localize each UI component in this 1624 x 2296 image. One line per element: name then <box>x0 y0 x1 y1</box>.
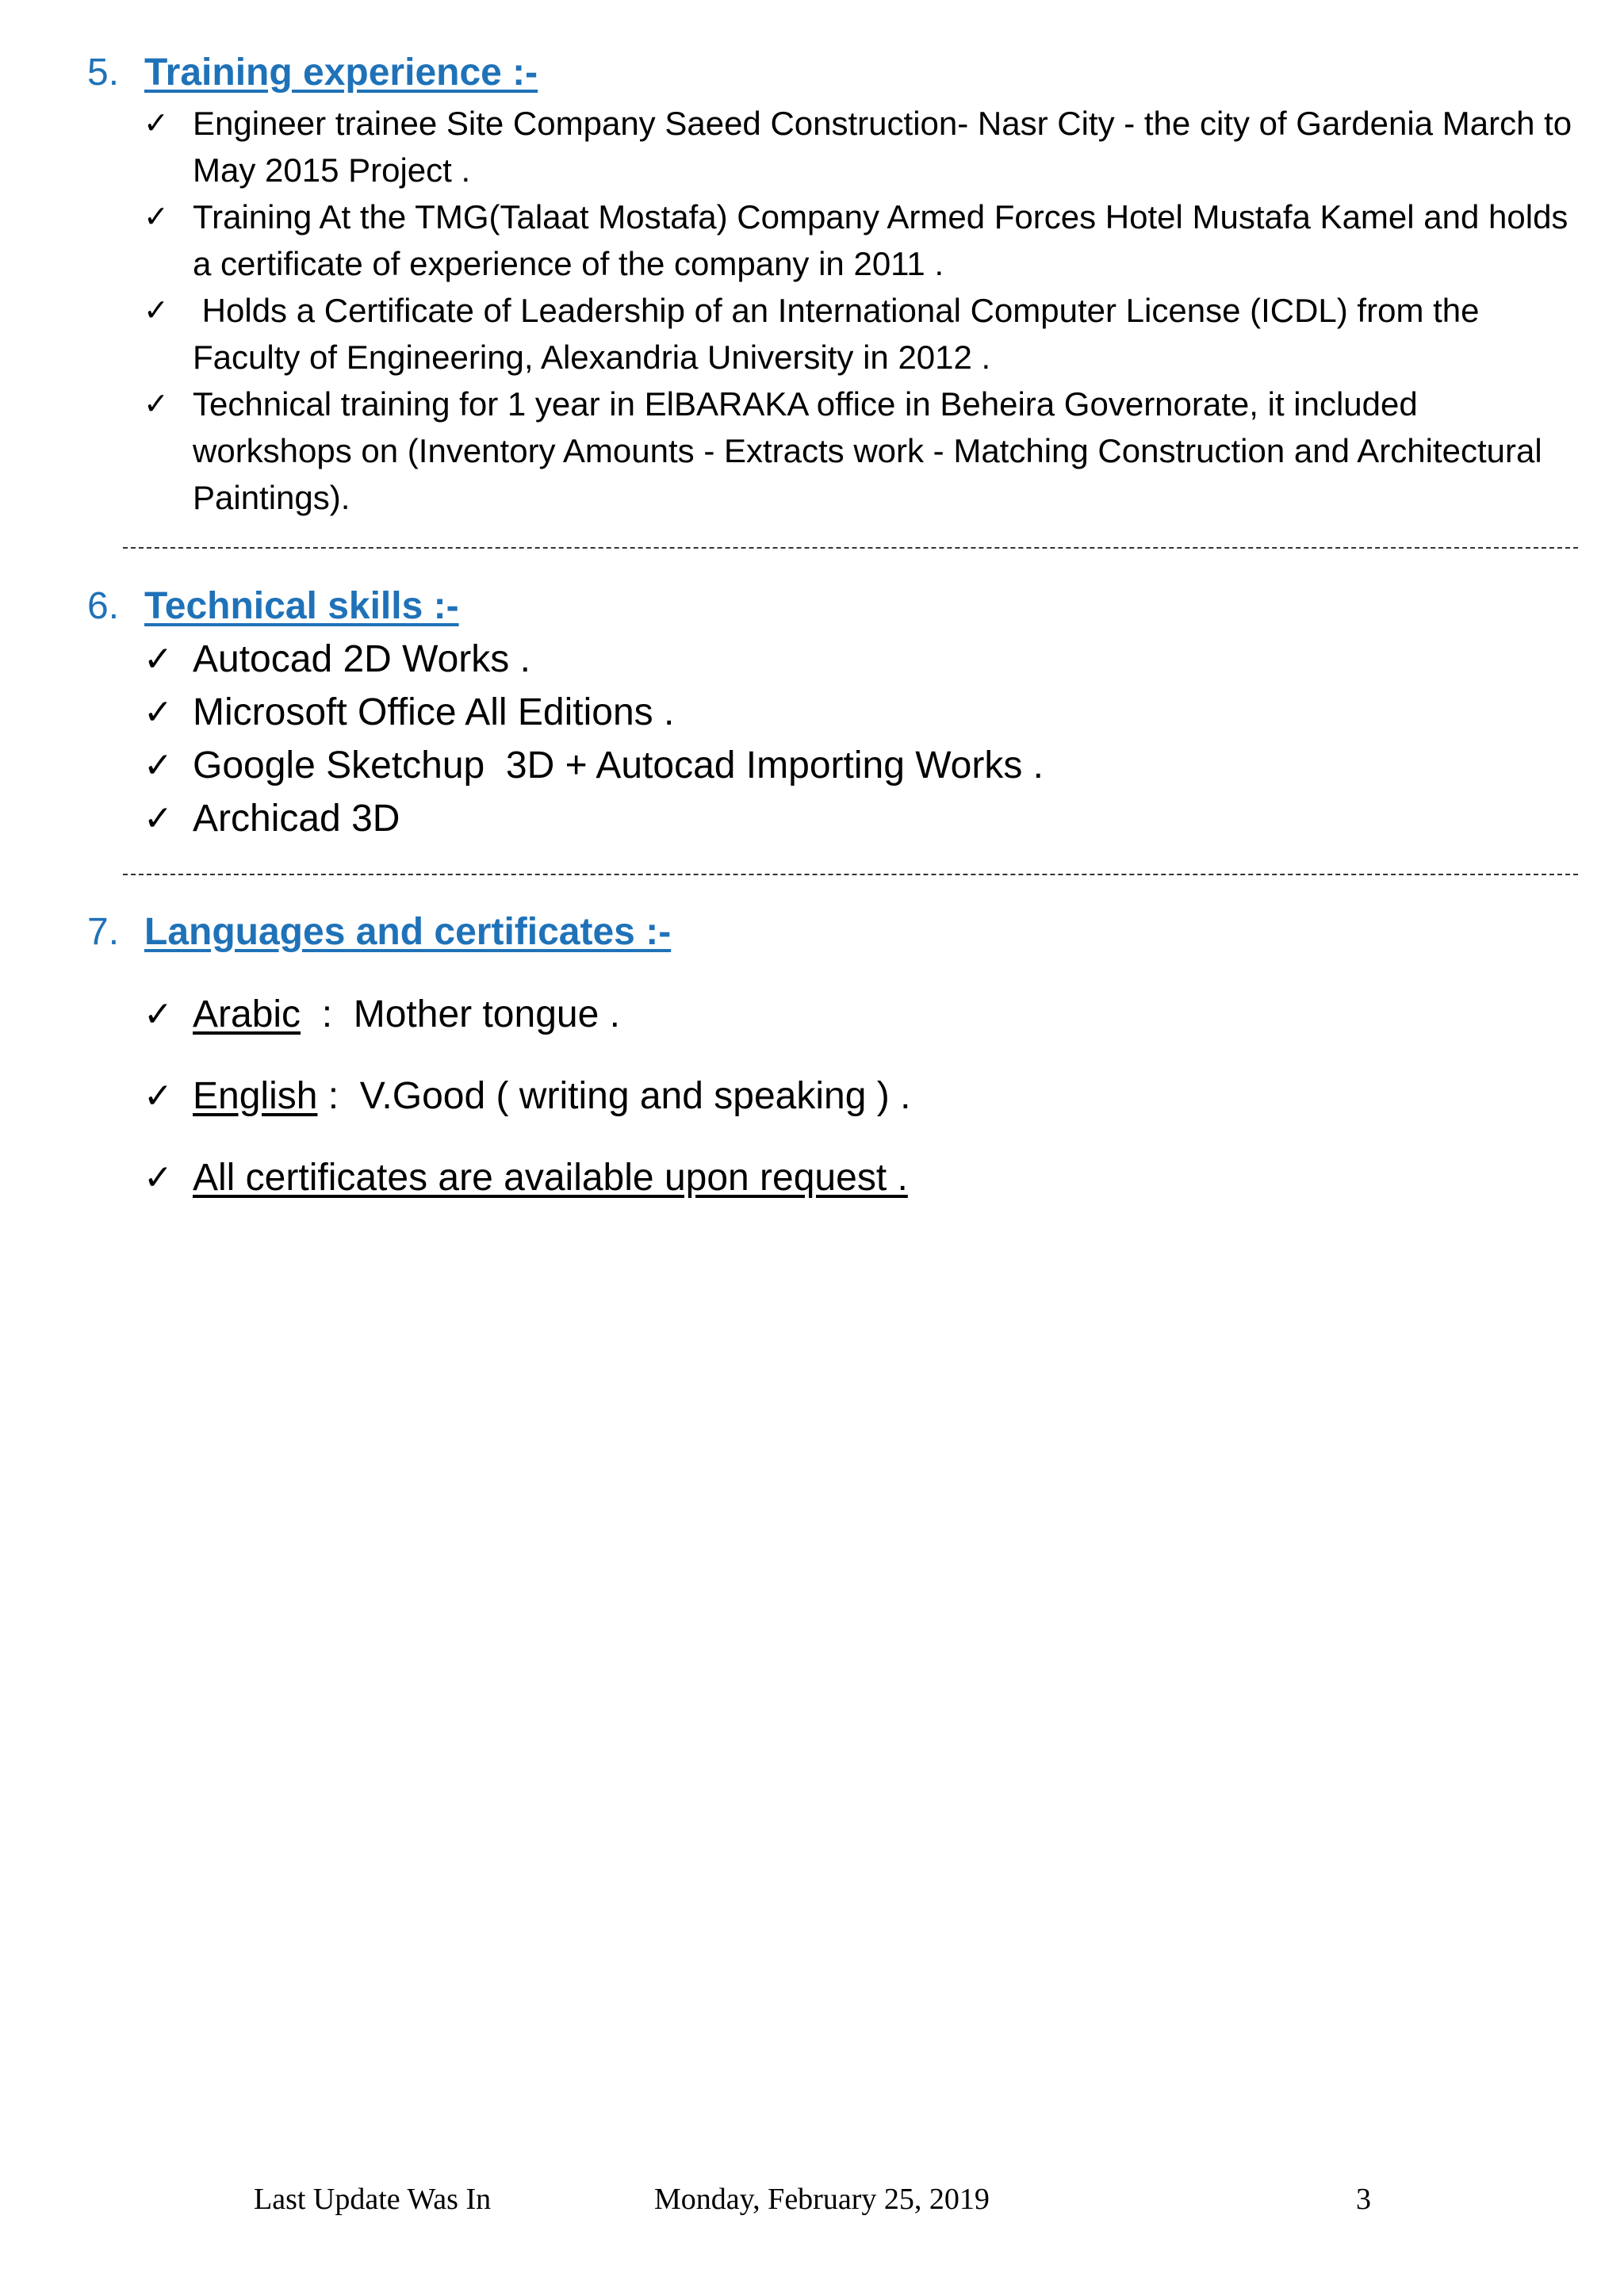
section-heading <box>87 583 459 630</box>
footer-label: Last Update Was In <box>254 2183 492 2216</box>
list-item: ✓ Archicad 3D <box>139 792 1582 845</box>
section-number: 6. <box>87 585 120 627</box>
check-icon: ✓ <box>144 692 173 733</box>
page-footer <box>0 2182 1624 2221</box>
list-item: ✓ Technical training for 1 year in ElBARAKA office in Beheira Governorate, it included workshops on (Inventory Amounts - Extracts work - Matching Construction and Architectural Paintings). <box>139 381 1582 521</box>
list-item: ✓ Autocad 2D Works . <box>139 633 1582 686</box>
languages-list <box>139 959 1582 1233</box>
section-heading <box>87 909 671 956</box>
check-icon: ✓ <box>144 199 169 234</box>
section-title: Languages and certificates :- <box>144 911 672 953</box>
list-item: ✓ Engineer trainee Site Company Saeed Construction- Nasr City - the city of Gardenia March to May 2015 Project . <box>139 100 1582 193</box>
language-level: : Mother tongue . <box>301 993 620 1035</box>
list-item: ✓ Holds a Certificate of Leadership of an International Computer License (ICDL) from the Faculty of Engineering, Alexandria University in 2012 . <box>139 287 1582 381</box>
page-number: 3 <box>1356 2183 1371 2216</box>
section-title: Technical skills :- <box>144 585 459 627</box>
list-item <box>139 1151 1582 1204</box>
check-icon: ✓ <box>144 1158 173 1198</box>
check-icon: ✓ <box>144 293 169 327</box>
section-heading <box>87 49 538 97</box>
list-item <box>139 1070 1582 1123</box>
check-icon: ✓ <box>144 386 169 421</box>
language-name: English <box>193 1075 318 1117</box>
check-icon: ✓ <box>144 1076 173 1116</box>
check-icon: ✓ <box>144 798 173 839</box>
check-icon: ✓ <box>144 105 169 140</box>
list-item <box>139 988 1582 1041</box>
list-item: ✓ Training At the TMG(Talaat Mostafa) Company Armed Forces Hotel Mustafa Kamel and holds a certificate of experience of the company in 2011 . <box>139 193 1582 287</box>
section-number: 7. <box>87 911 120 953</box>
skills-list <box>139 633 1582 845</box>
check-icon: ✓ <box>144 994 173 1035</box>
section-divider <box>123 547 1578 549</box>
language-level: : V.Good ( writing and speaking ) . <box>317 1075 911 1117</box>
section-title: Training experience :- <box>144 52 538 94</box>
list-item: ✓ Google Sketchup 3D + Autocad Importing Works . <box>139 739 1582 792</box>
training-list <box>139 100 1582 521</box>
section-number: 5. <box>87 52 120 94</box>
language-name: Arabic <box>193 993 301 1035</box>
check-icon: ✓ <box>144 639 173 679</box>
certificates-note: All certificates are available upon request . <box>193 1157 908 1199</box>
section-divider <box>123 874 1578 875</box>
footer-date: Monday, February 25, 2019 <box>654 2183 990 2216</box>
check-icon: ✓ <box>144 745 173 786</box>
list-item: ✓ Microsoft Office All Editions . <box>139 686 1582 739</box>
